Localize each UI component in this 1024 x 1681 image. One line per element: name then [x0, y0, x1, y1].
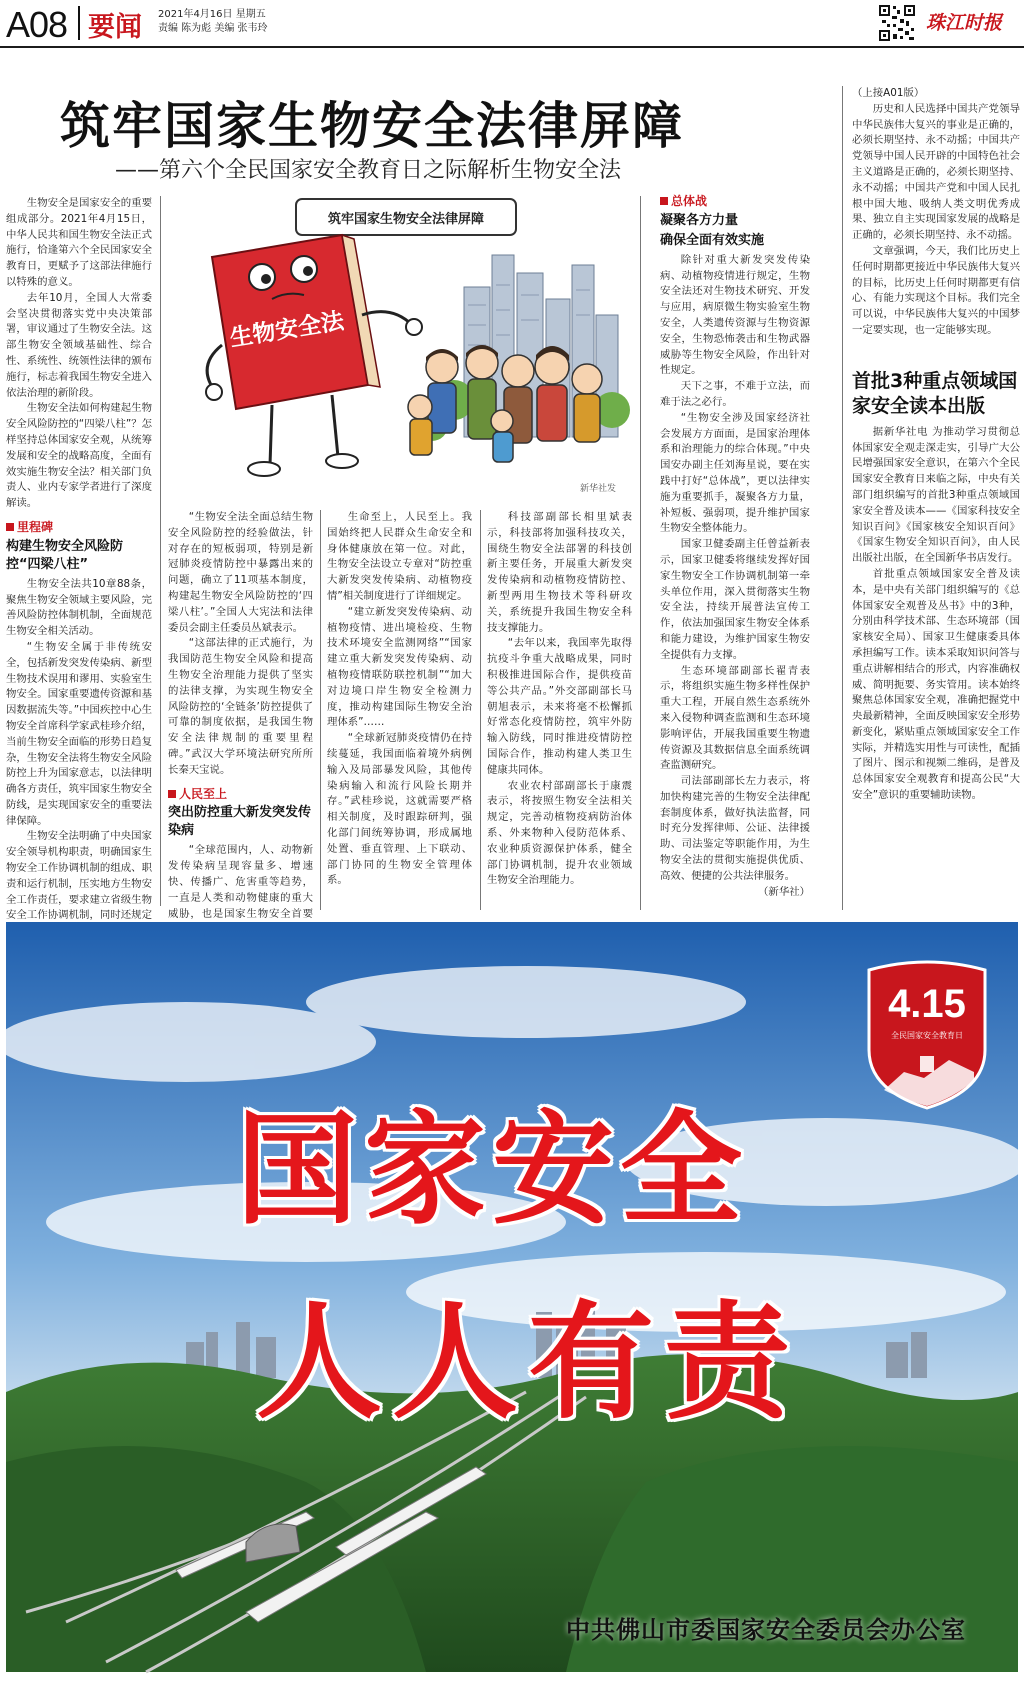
column-divider	[480, 510, 481, 910]
subheadline: ——第六个全民国家安全教育日之际解析生物安全法	[115, 158, 622, 183]
paragraph: 历史和人民选择中国共产党领导中华民族伟大复兴的事业是正确的，必须长期坚持、永不动摇；中国共产党领导中国人民开辟的中国特色社会主义道路是正确的，必须长期坚持、永不动摇；中国共产党和中国人民扎根中国大地、吸纳人类文明优秀成果、独立自主实现国家发展的战略是正确的，必须长期坚持、永不动摇。	[852, 102, 1020, 242]
editors: 责编 陈为彪 美编 张韦玲	[158, 23, 268, 34]
paragraph: 农业农村部副部长于康震表示，将按照生物安全法相关规定，完善动植物疫病防治体系、外来物种入侵防范体系、农业种质资源保护体系，健全部门协调机制，提升农业领域生物安全治理能力。	[487, 779, 632, 887]
paragraph: “全球新冠肺炎疫情仍在持续蔓延，我国面临着境外病例输入及局部暴发风险，其他传染病输入和流行风险长期并存。”武桂珍说，这就需要严格相关制度，及时跟踪研判，强化部门间统筹协调，形成属地处置、垂直管理、上下联动、部门协同的生物安全管理体系。	[327, 732, 472, 887]
poster-title-line1: 国家安全	[236, 1099, 748, 1241]
section-title: 确保全面有效实施	[660, 232, 765, 248]
paragraph: “生物安全涉及国家经济社会发展方方面面，是国家治理体系和治理能力的综合体现。”中央国安办副主任刘海星说，要在实践中打好“总体战”，更以法律实施为重要抓手，凝聚各方力量，补短板、强弱项，提升维护国家生物安全整体能力。	[660, 411, 810, 535]
spacer	[852, 339, 1020, 369]
paragraph: “这部法律的正式施行，为我国防范生物安全风险和提高生物安全治理能力提供了坚实的法律支撑，为实现生物安全风险防控的‘全链条’防控提供了可靠的制度依据，是我国生物安全法律规制的重要里程碑。”武汉大学环境法研究所所长秦天宝说。	[168, 637, 313, 776]
red-square-icon	[660, 197, 668, 205]
badge-text: 全民国家安全教育日	[891, 1031, 963, 1040]
paragraph: 生命至上，人民至上。我国始终把人民群众生命安全和身体健康放在第一位。对此，生物安全法设立专章对“防控重大新发突发传染病、动植物疫情”相关制度进行了详细规定。	[327, 511, 472, 602]
illustration-credit: 新华社发	[579, 484, 616, 494]
paragraph: “全球范围内，人、动物新发传染病呈现容量多、增速快、传播广、危害重等趋势，一直是人类和动物健康的重大威胁，也是国家生物安全首要	[168, 844, 313, 920]
paragraph: 天下之事，不难于立法，而难于法之必行。	[660, 380, 810, 408]
date: 2021年4月16日 星期五	[158, 9, 266, 20]
sidebar-box-title: 首批3种重点领域国家安全读本出版	[852, 369, 1018, 417]
book-title: 生物安全法	[228, 308, 346, 352]
header-rule	[0, 46, 1024, 48]
paragraph: 文章强调，今天，我们比历史上任何时期都更接近中华民族伟大复兴的目标，比历史上任何时期都更有信心、有能力实现这个目标。我们完全可以说，中华民族伟大复兴的中国梦一定要实现，也一定能够实现。	[852, 244, 1020, 336]
column-divider	[160, 196, 161, 906]
column-2	[168, 510, 313, 920]
divider	[78, 6, 80, 40]
continued-note: （上接A01版）	[852, 87, 925, 99]
cartoon-illustration	[192, 195, 624, 499]
column-divider	[640, 196, 641, 910]
section-name: 要闻	[88, 12, 142, 43]
red-square-icon	[168, 790, 176, 798]
paragraph: 科技部副部长相里斌表示，科技部将加强科技攻关，围绕生物安全法部署的科技创新主要任务，开展重大新发突发传染病和动植物疫情防控、新型两用生物技术等科研攻关，系统提升我国生物安全科技支撑能力。	[487, 511, 632, 634]
illustration-banner: 筑牢国家生物安全法律屏障	[327, 212, 485, 227]
paragraph: 去年10月，全国人大常委会坚决贯彻落实党中央决策部署，审议通过了生物安全法。这部生物安全领域基础性、综合性、系统性、统领性法律的颁布施行，标志着我国生物安全进入依法治理的新阶段。	[6, 291, 152, 399]
paragraph: 生物安全法明确了中央国家安全领导机构职责，明确国家生物安全工作协调机制的组成、职责和运行机制，压实地方生物安全工作责任，要求建立省级生物安全工作协调机制，同时还规定	[6, 830, 152, 922]
headline: 筑牢国家生物安全法律屏障	[60, 97, 684, 155]
paragraph: 除针对重大新发突发传染病、动植物疫情进行规定，生物安全法还对生物技术研究、开发与应用，病原微生物实验室生物安全，人类遗传资源与生物资源安全，生物恐怖袭击和生物武器威胁等生物安全风险，作出针对性规定。	[660, 253, 810, 377]
paragraph: 生物安全是国家安全的重要组成部分。2021年4月15日，中华人民共和国生物安全法正式施行，恰逢第六个全民国家安全教育日，更赋予了这部法律施行以特殊的意义。	[6, 197, 152, 288]
sidebar-column	[852, 86, 1020, 910]
paragraph: “建立新发突发传染病、动植物疫情、进出境检疫、生物技术环境安全监测网络”“国家建立重大新发突发传染病、动植物疫情联防联控机制”“加大对边境口岸生物安全检测力度，推动构建国际生物安全治理体系”……	[327, 605, 472, 729]
paragraph: 据新华社电 为推动学习贯彻总体国家安全观走深走实，引导广大公民增强国家安全意识，在第六个全民国家安全教育日来临之际，中央有关部门组织编写的首批3种重点领域国家安全普及读本——《国家科技安全知识百问》《国家核安全知识百问》《国家生物安全知识百问》，由人民出版社出版，在全国新华书店发行。	[852, 425, 1020, 565]
masthead	[0, 0, 1024, 48]
column-divider	[842, 86, 843, 910]
section-title: 突出防控重大新发突发传染病	[168, 805, 312, 839]
column-divider	[320, 510, 321, 910]
red-square-icon	[6, 523, 14, 531]
section-label: 人民至上	[168, 787, 313, 803]
newspaper-logo: 珠江时报	[926, 12, 1003, 34]
column-5	[660, 194, 810, 910]
paragraph: 首批重点领域国家安全普及读本，是中央有关部门组织编写的《总体国家安全观普及丛书》中的3种，分别由科学技术部、生态环境部（国家核安全局）、国家卫生健康委具体承担编写工作。读本采取知识问答与重点讲解相结合的形式，内容准确权威、简明扼要、务实管用。读本始终聚焦总体国家安全观，准确把握党中央最新精神，全面反映国家安全形势新变化，紧贴重点领域国家安全工作实际，并精选实用性与可读性，配插了图片、图示和视频二维码，是普及总体国家安全观教育和提高公民“大安全”意识的重要辅助读物。	[852, 567, 1020, 802]
badge-number: 4.15	[888, 982, 966, 1026]
paragraph: 生态环境部副部长翟青表示，将组织实施生物多样性保护重大工程，开展自然生态系统外来入侵物种调查监测和生态环境影响评估，开展我国重要生物遗传资源及其数据信息全面系统调查监测研究。	[660, 664, 810, 772]
section-label: 总体战	[660, 194, 810, 210]
paragraph: 生物安全法如何构建起生物安全风险防控的“四梁八柱”？怎样坚持总体国家安全观，从统筹发展和安全的战略高度，全面有效实施生物安全法？相关部门负责人、业内专家学者进行了深度解读。	[6, 402, 152, 510]
column-1	[6, 196, 152, 922]
paragraph: 司法部副部长左力表示，将加快构建完善的生物安全法律配套制度体系，做好执法监督，同时充分发挥律师、公证、法律援助、司法鉴定等职能作用，为生物安全法的贯彻实施提供优质、高效、便捷的公共法律服务。	[660, 775, 810, 882]
paragraph: 国家卫健委副主任曾益新表示，国家卫健委将继续发挥好国家生物安全工作协调机制第一牵头单位作用，深入贯彻落实生物安全法，持续开展普法宣传工作，依法加强国家生物安全体系和能力建设，为维护国家生物安全提供有力支撑。	[660, 538, 810, 661]
section-title: 构建生物安全风险防控“四梁八柱”	[6, 538, 124, 572]
paragraph: 生物安全法共10章88条，聚焦生物安全领域主要风险，完善风险防控体制机制，全面规范生物安全相关活动。	[6, 577, 152, 638]
poster-sponsor: 中共佛山市委国家安全委员会办公室	[566, 1616, 966, 1644]
dateline	[158, 8, 268, 36]
paragraph: “生物安全法全面总结生物安全风险防控的经验做法，针对存在的短板弱项，特别是新冠肺炎疫情防控中暴露出来的问题，确立了11项基本制度，构建起生物安全风险防控的‘四梁八柱’。”全国人大宪法和法律委员会副主任委员丛斌表示。	[168, 511, 313, 634]
paragraph: “生物安全属于非传统安全，包括新发突发传染病、新型生物技术误用和谬用、实验室生物安全。国家重要遗传资源和基因数据流失等。”中国疾控中心生物安全首席科学家武桂珍介绍，当前生物安全面临的形势日趋复杂，生物安全法将生物安全风险防控上升为国家意志，以法律明确各方责任，筑牢国家生物安全防线，是实现国家安全的重要法律保障。	[6, 640, 152, 827]
section-title: 凝聚各方力量	[660, 212, 739, 228]
section-label: 里程碑	[6, 520, 152, 536]
national-security-poster	[6, 922, 1018, 1672]
paragraph: “去年以来，我国率先取得抗疫斗争重大战略成果，同时积极推进国际合作，提供疫苗等公共产品。”外交部副部长马朝旭表示，未来将毫不松懈抓好常态化疫情防控，筑牢外防输入防线，同时推进疫情防控国际合作，推动构建人类卫生健康共同体。	[487, 637, 632, 776]
column-4	[487, 510, 632, 910]
page-number: A08	[6, 4, 68, 45]
column-3	[327, 510, 472, 910]
qr-code-icon	[878, 4, 916, 42]
poster-title-line2: 人人有责	[256, 1289, 800, 1436]
article-credit: （新华社）	[758, 885, 810, 898]
